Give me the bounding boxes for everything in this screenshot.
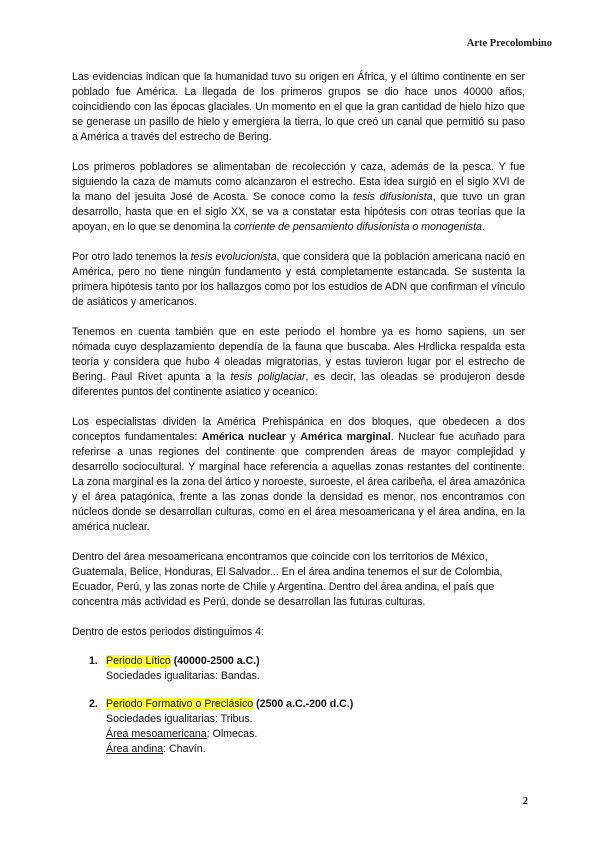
period-name-highlight: Periodo Formativo o Preclásico xyxy=(106,698,254,710)
term-tesis-evolucionista: tesis evolucionista xyxy=(190,251,277,263)
period-dates: (2500 a.C.-200 d.C.) xyxy=(253,698,354,710)
period-society: Sociedades igualitarias: Tribus. xyxy=(106,713,253,725)
list-item xyxy=(72,697,525,757)
term-america-marginal: América marginal xyxy=(300,431,391,443)
page-number: 2 xyxy=(522,796,528,807)
document-body xyxy=(72,70,525,770)
term-america-nuclear: América nuclear xyxy=(201,431,286,443)
paragraph-periods-intro: Dentro de estos periodos distinguimos 4: xyxy=(72,626,264,638)
term-corriente-difusionista: corriente de pensamiento difusionista o monogenista xyxy=(233,221,482,233)
period-dates: (40000-2500 a.C.) xyxy=(170,655,260,667)
term-tesis-difusionista: tesis difusionista xyxy=(353,191,433,203)
paragraph-america-blocks: Los especialistas dividen la América Prehispánica en dos bloques, que obedecen a dos conceptos fundamentales: América nuclear y América marginal. Nuclear fue acuñado para referirse a unas regiones del continente que comprenden áreas de mayor complejidad y desarrollo sociocultural. Y marginal hace referencia a aquellas zonas restantes del continente. La zona marginal es la zona del ártico y noroeste, suroeste, el área caribeña, el área amazónica y el área patagónica, frente a las zonas donde la densidad es menor, nos encontramos con núcleos donde se desarrollan culturas, como en el área mesoamericana y el área andina, en la américa nuclear. xyxy=(72,416,525,533)
periods-list xyxy=(72,654,525,757)
paragraph-first-settlers: Los primeros pobladores se alimentaban de recolección y caza, además de la pesca. Y fue siguiendo la caza de mamuts como alcanzaron el estrecho. Esta idea surgió en el siglo XVI de la mano del jesuita José de Acosta. Se conoce como la tesis difusionista, que tuvo un gran desarrollo, hasta que en el siglo XX, se va a constatar esta hipótesis con otras teorías que la apoyan, en lo que se denomina la corriente de pensamiento difusionista o monogenista. xyxy=(72,161,525,233)
list-number: 2. xyxy=(89,698,98,710)
term-tesis-poliglaciar: tesis poliglaciar xyxy=(230,371,306,383)
paragraph-origin: Las evidencias indican que la humanidad tuvo su origen en África, y el último continente en ser poblado fue América. La llegada de los primeros grupos se dio hace unos 40000 años, coincidiendo con las épocas glaciales. Un momento en el que la gran cantidad de hielo hizo que se generase un pasillo de hielo y emergiera la tierra, lo que creó un canal que permitió su paso a América a través del estrecho de Bering. xyxy=(72,71,525,143)
period-area-mesoamerica: Área mesoamericana: Olmecas. xyxy=(106,728,258,740)
period-name-highlight: Periodo Lítico xyxy=(106,655,171,667)
period-area-andina: Área andina: Chavín. xyxy=(106,743,206,755)
paragraph-evolutionist: Por otro lado tenemos la tesis evolucionista, que considera que la población americana nació en América, pero no tiene ningún fundamento y está completamente estancada. Se sustenta la primera hipótesis tanto por los hallazgos como por los estudios de ADN que confirman el vínculo de asiáticos y americanos. xyxy=(72,251,525,308)
period-society: Sociedades igualitarias: Bandas. xyxy=(106,670,260,682)
paragraph-homo-sapiens: Tenemos en cuenta también que en este periodo el hombre ya es homo sapiens, un ser nómada cuyo desplazamiento dependía de la fauna que buscaba. Ales Hrdlicka respalda esta teoría y considera que hubo 4 oleadas migratorias, y estas tuvieron lugar por el estrecho de Bering. Paul Rivet apunta a la tesis poliglaciar, es decir, las oleadas se produjeron desde diferentes puntos del continente asiatico y oceanico. xyxy=(72,326,525,398)
paragraph-mesoamerica: Dentro del área mesoamericana encontramos que coincide con los territorios de México, Guatemala, Belice, Honduras, El Salvador... En el área andina tenemos el sur de Colombia, Ecuador, Perú, y las zonas norte de Chile y Argentina. Dentro del área andina, el país que concentra más actividad es Perú, donde se desarrollan las futuras culturas. xyxy=(72,551,503,608)
list-number: 1. xyxy=(89,655,98,667)
running-header: Arte Precolombino xyxy=(466,38,552,49)
list-item xyxy=(72,654,525,684)
